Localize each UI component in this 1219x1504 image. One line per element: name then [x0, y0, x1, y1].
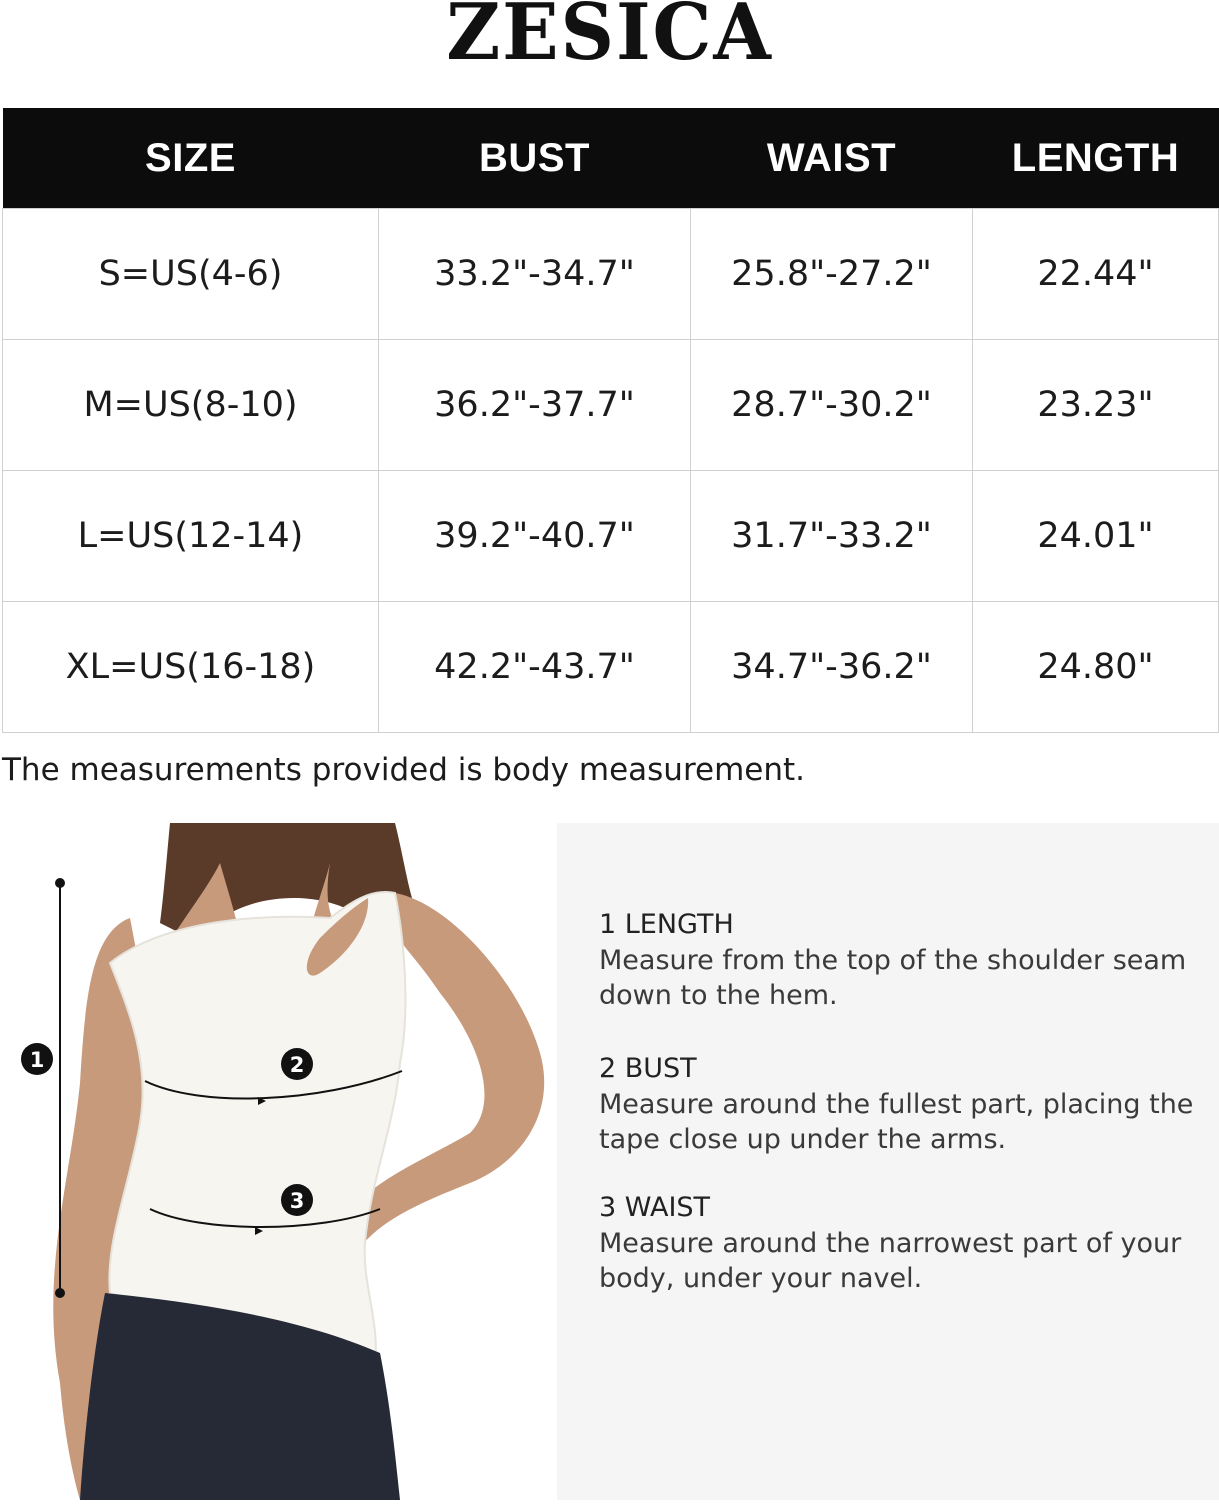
cell-size: S=US(4-6)	[3, 209, 379, 340]
cell-length: 23.23"	[973, 340, 1219, 471]
instruction-length	[599, 907, 1199, 1013]
cell-waist: 28.7"-30.2"	[691, 340, 973, 471]
cell-bust: 33.2"-34.7"	[379, 209, 691, 340]
header-length: LENGTH	[973, 108, 1219, 209]
cell-length: 24.80"	[973, 602, 1219, 733]
header-waist: WAIST	[691, 108, 973, 209]
table-row	[3, 602, 1219, 733]
header-bust: BUST	[379, 108, 691, 209]
instruction-title: 3 WAIST	[599, 1192, 711, 1223]
table-header-row	[3, 108, 1219, 209]
instruction-title: 1 LENGTH	[599, 909, 734, 940]
instruction-text: Measure around the fullest part, placing the tape close up under the arms.	[599, 1089, 1194, 1155]
instruction-title: 2 BUST	[599, 1053, 697, 1084]
cell-waist: 31.7"-33.2"	[691, 471, 973, 602]
header-size: SIZE	[3, 108, 379, 209]
cell-waist: 25.8"-27.2"	[691, 209, 973, 340]
table-row	[3, 209, 1219, 340]
instruction-waist	[599, 1190, 1199, 1296]
measurement-note: The measurements provided is body measurement.	[2, 752, 806, 788]
instruction-text: Measure around the narrowest part of your body, under your navel.	[599, 1228, 1182, 1294]
cell-size: XL=US(16-18)	[3, 602, 379, 733]
cell-length: 22.44"	[973, 209, 1219, 340]
cell-waist: 34.7"-36.2"	[691, 602, 973, 733]
measure-instructions-panel	[557, 823, 1219, 1500]
cell-bust: 42.2"-43.7"	[379, 602, 691, 733]
brand-logo: ZESICA	[446, 0, 773, 78]
table-row	[3, 340, 1219, 471]
size-chart-table	[2, 108, 1219, 733]
cell-bust: 36.2"-37.7"	[379, 340, 691, 471]
table-row	[3, 471, 1219, 602]
cell-size: M=US(8-10)	[3, 340, 379, 471]
instruction-text: Measure from the top of the shoulder seam down to the hem.	[599, 945, 1187, 1011]
cell-length: 24.01"	[973, 471, 1219, 602]
marker-1-label: 1	[29, 1048, 45, 1072]
instruction-bust	[599, 1051, 1199, 1157]
cell-bust: 39.2"-40.7"	[379, 471, 691, 602]
model-illustration	[0, 823, 557, 1500]
marker-2-label: 2	[289, 1053, 305, 1077]
model-photo	[0, 823, 557, 1500]
cell-size: L=US(12-14)	[3, 471, 379, 602]
marker-3-label: 3	[289, 1189, 305, 1213]
